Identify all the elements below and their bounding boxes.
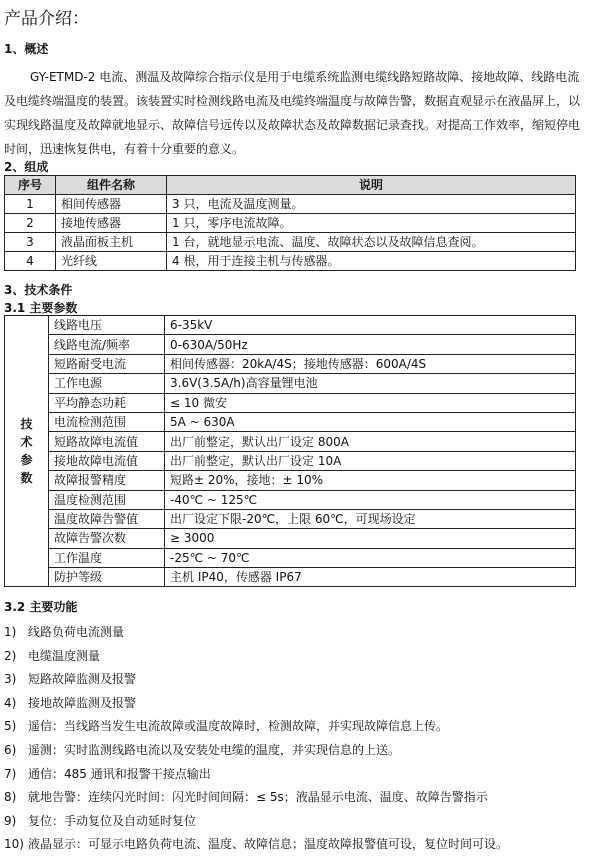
param-value-cell: 6-35kV xyxy=(165,316,576,335)
param-name-cell: 电流检测范围 xyxy=(49,412,165,431)
table-row xyxy=(5,316,576,335)
column-header: 组件名称 xyxy=(56,176,167,195)
function-item xyxy=(4,739,508,763)
page-title: 产品介绍： xyxy=(4,9,89,29)
function-text: 就地告警：连续闪光时间：闪光时间间隔：≤ 5s；液晶显示电流、温度、故障告警指示 xyxy=(28,790,488,805)
function-item xyxy=(4,763,508,787)
functions-list xyxy=(4,621,508,857)
function-text: 接地故障监测及报警 xyxy=(28,695,137,710)
table-row xyxy=(5,529,576,548)
description-cell: 3 只，电流及温度测量。 xyxy=(167,195,576,214)
table-row xyxy=(5,195,576,214)
table-row xyxy=(5,252,576,271)
param-name-cell: 线路电流/频率 xyxy=(49,335,165,354)
function-number: 7) xyxy=(4,766,17,781)
table-row xyxy=(5,214,576,233)
param-name-cell: 短路故障电流值 xyxy=(49,432,165,451)
description-cell: 1 台，就地显示电流、温度、故障状态以及故障信息查阅。 xyxy=(167,233,576,252)
description-cell: 1 只，零序电流故障。 xyxy=(167,214,576,233)
param-name-cell: 故障告警次数 xyxy=(49,529,165,548)
function-text: 电缆温度测量 xyxy=(28,648,101,663)
function-text: 复位：手动复位及自动延时复位 xyxy=(28,813,197,828)
table-row xyxy=(5,335,576,354)
components-table xyxy=(4,175,576,271)
function-number: 1) xyxy=(4,625,17,639)
side-label-char: 技 xyxy=(20,417,33,432)
row-number-cell: 3 xyxy=(5,233,56,252)
param-name-cell: 工作电源 xyxy=(49,374,165,393)
function-text: 遥信：当线路当发生电流故障或温度故障时，检测故障，并实现故障信息上传。 xyxy=(28,719,449,734)
function-item xyxy=(4,645,508,669)
function-text: 液晶显示：可显示电路负荷电流、温度、故障信息；温度故障报警值可设，复位时间可设。 xyxy=(28,837,509,852)
table-row xyxy=(5,471,576,490)
side-label-char: 数 xyxy=(20,471,33,486)
param-name-cell: 接地故障电流值 xyxy=(49,451,165,470)
param-name-cell: 平均静态功耗 xyxy=(49,393,165,412)
table-row xyxy=(5,548,576,567)
row-number-cell: 1 xyxy=(5,195,56,214)
column-header: 序号 xyxy=(5,176,56,195)
param-value-cell: 相间传感器：20kA/4S；接地传感器：600A/4S xyxy=(165,354,576,373)
function-text: 线路负荷电流测量 xyxy=(28,625,125,639)
function-number: 6) xyxy=(4,742,17,757)
param-name-cell: 故障报警精度 xyxy=(49,471,165,490)
table-header-row xyxy=(5,176,576,195)
param-value-cell: 主机 IP40，传感器 IP67 xyxy=(165,568,576,587)
function-item xyxy=(4,692,508,716)
side-label-char: 术 xyxy=(20,435,33,450)
table-row xyxy=(5,568,576,587)
function-number: 10) xyxy=(4,837,24,852)
function-item xyxy=(4,715,508,739)
function-number: 2) xyxy=(4,648,17,663)
param-name-cell: 短路耐受电流 xyxy=(49,354,165,373)
table-row xyxy=(5,412,576,431)
param-name-cell: 线路电压 xyxy=(49,316,165,335)
param-value-cell: 出厂前整定，默认出厂设定 800A xyxy=(165,432,576,451)
param-name-cell: 温度检测范围 xyxy=(49,490,165,509)
function-number: 8) xyxy=(4,790,17,805)
param-value-cell: ≤ 10 微安 xyxy=(165,393,576,412)
param-value-cell: 0-630A/50Hz xyxy=(165,335,576,354)
function-item xyxy=(4,810,508,834)
tech-conditions-heading: 3、技术条件 xyxy=(4,283,73,297)
table-row xyxy=(5,233,576,252)
side-label-char: 参 xyxy=(20,453,33,468)
overview-heading: 1、概述 xyxy=(4,42,49,56)
function-number: 3) xyxy=(4,672,17,687)
table-row xyxy=(5,393,576,412)
param-value-cell: -40℃ ~ 125℃ xyxy=(165,490,576,509)
function-text: 短路故障监测及报警 xyxy=(28,672,137,687)
component-name-cell: 相间传感器 xyxy=(56,195,167,214)
param-value-cell: 短路± 20%，接地：± 10% xyxy=(165,471,576,490)
table-row xyxy=(5,490,576,509)
row-number-cell: 4 xyxy=(5,252,56,271)
function-number: 4) xyxy=(4,695,17,710)
function-item xyxy=(4,786,508,810)
function-number: 9) xyxy=(4,813,17,828)
params-heading: 3.1 主要参数 xyxy=(4,301,78,315)
table-row xyxy=(5,432,576,451)
function-item xyxy=(4,833,508,857)
overview-paragraph: GY-ETMD-2 电流、测温及故障综合指示仪是用于电缆系统监测电缆线路短路故障、接地故障、线路电流及电缆终端温度的装置。该装置实时检测线路电流及电缆终端温度与故障告警，数据直观显示在液晶屏上，以实现线路温度及故障就地显示、故障信号远传以及故障状态及故障数据记录查找。对提高工作效率，缩短停电时间，迅速恢复供电，有着十分重要的意义。 xyxy=(4,70,581,156)
table-row xyxy=(5,509,576,528)
component-name-cell: 液晶面板主机 xyxy=(56,233,167,252)
table-row xyxy=(5,374,576,393)
function-number: 5) xyxy=(4,719,17,734)
table-row xyxy=(5,451,576,470)
param-name-cell: 温度故障告警值 xyxy=(49,509,165,528)
table-row xyxy=(5,354,576,373)
column-header: 说明 xyxy=(167,176,576,195)
params-side-label xyxy=(5,316,49,587)
param-value-cell: -25℃ ~ 70℃ xyxy=(165,548,576,567)
function-text: 遥测：实时监测线路电流以及安装处电缆的温度，并实现信息的上送。 xyxy=(28,742,401,757)
param-value-cell: 5A ~ 630A xyxy=(165,412,576,431)
function-item xyxy=(4,621,508,645)
param-value-cell: 3.6V(3.5A/h)高容量锂电池 xyxy=(165,374,576,393)
component-name-cell: 光纤线 xyxy=(56,252,167,271)
function-item xyxy=(4,668,508,692)
param-name-cell: 防护等级 xyxy=(49,568,165,587)
param-value-cell: 出厂设定下限-20℃，上限 60℃，可现场设定 xyxy=(165,509,576,528)
function-text: 通信：485 通讯和报警干接点输出 xyxy=(28,766,211,781)
row-number-cell: 2 xyxy=(5,214,56,233)
parameters-table xyxy=(4,315,576,587)
param-value-cell: 出厂前整定，默认出厂设定 10A xyxy=(165,451,576,470)
composition-heading: 2、组成 xyxy=(4,160,49,174)
component-name-cell: 接地传感器 xyxy=(56,214,167,233)
functions-heading: 3.2 主要功能 xyxy=(4,600,78,614)
description-cell: 4 根，用于连接主机与传感器。 xyxy=(167,252,576,271)
param-name-cell: 工作温度 xyxy=(49,548,165,567)
param-value-cell: ≥ 3000 xyxy=(165,529,576,548)
